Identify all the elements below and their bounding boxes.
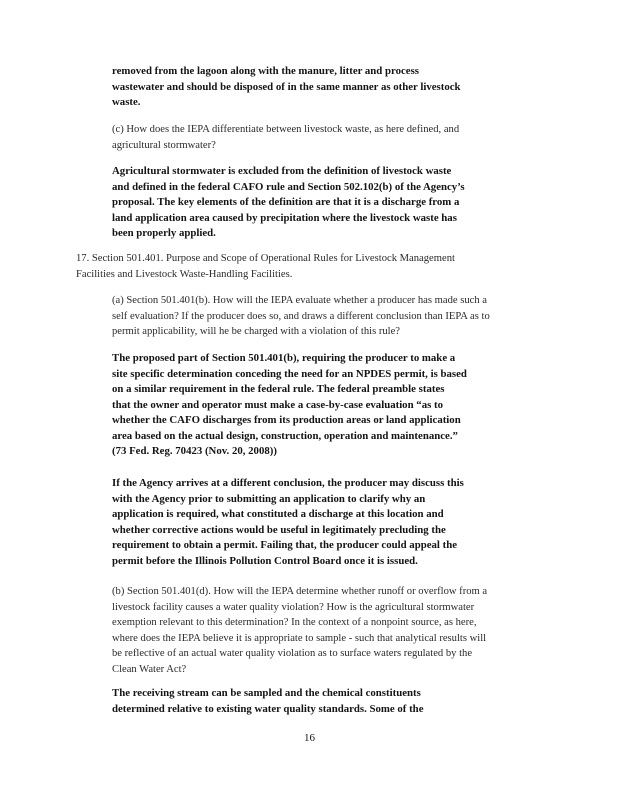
text-line: waste. xyxy=(112,96,141,108)
text-line: that the owner and operator must make a case-by-case evaluation “as to xyxy=(112,398,443,411)
text-line: (73 Fed. Reg. 70423 (Nov. 20, 2008)) xyxy=(112,445,277,457)
text-line: livestock facility causes a water quality violation? How is the agricultural stormwater xyxy=(112,601,475,613)
text-line: with the Agency prior to submitting an application to clarify why an xyxy=(112,492,426,505)
question-paragraph-b xyxy=(112,584,524,677)
text-line: self evaluation? If the producer does so, and draws a different conclusion than IEPA as to xyxy=(112,310,490,322)
text-line: The proposed part of Section 501.401(b), requiring the producer to make a xyxy=(112,352,456,364)
text-line: be reflective of an actual water quality violation as to surface waters regulated by the xyxy=(112,648,473,659)
text-line: If the Agency arrives at a different conclusion, the producer may discuss this xyxy=(112,477,464,489)
text-line: determined relative to existing water quality standards. Some of the xyxy=(112,702,424,715)
question-paragraph-c xyxy=(112,122,524,153)
text-line: Agricultural stormwater is excluded from the definition of livestock waste xyxy=(112,165,452,177)
answer-paragraph-agricultural-stormwater xyxy=(112,164,524,242)
text-line: land application area caused by precipitation where the livestock waste has xyxy=(112,211,457,224)
text-line: permit before the Illinois Pollution Control Board once it is issued. xyxy=(112,554,418,567)
text-line: proposal. The key elements of the definition are that it is a discharge from a xyxy=(112,196,460,208)
text-line: (b) Section 501.401(d). How will the IEPA determine whether runoff or overflow from a xyxy=(112,586,488,597)
text-line: application is required, what constituted a discharge at this location and xyxy=(112,508,444,520)
text-line: exemption relevant to this determination? In the context of a nonpoint source, as here, xyxy=(112,617,477,628)
text-line: whether the CAFO discharges from its production areas or land application xyxy=(112,414,461,426)
text-line: and defined in the federal CAFO rule and Section 502.102(b) of the Agency’s xyxy=(112,180,465,193)
text-line: 17. Section 501.401. Purpose and Scope of Operational Rules for Livestock Management xyxy=(76,253,455,264)
answer-paragraph-lagoon-waste xyxy=(112,64,524,111)
text-line: where does the IEPA believe it is appropriate to sample - such that analytical results will xyxy=(112,632,487,644)
answer-paragraph-receiving-stream xyxy=(112,686,524,717)
text-line: Facilities and Livestock Waste-Handling Facilities. xyxy=(76,268,293,280)
answer-paragraph-different-conclusion xyxy=(112,476,524,569)
page-number: 16 xyxy=(304,732,315,744)
text-line: agricultural stormwater? xyxy=(112,139,216,151)
text-line: whether corrective actions would be useful in legitimately precluding the xyxy=(112,523,446,536)
question-paragraph-a xyxy=(112,293,524,340)
text-line: site specific determination conceding the need for an NPDES permit, is based xyxy=(112,367,467,380)
text-line: area based on the actual design, construction, operation and maintenance.” xyxy=(112,429,458,442)
text-line: (a) Section 501.401(b). How will the IEPA evaluate whether a producer has made such a xyxy=(112,295,487,306)
text-line: on a similar requirement in the federal rule. The federal preamble states xyxy=(112,383,445,395)
answer-paragraph-site-specific-determination xyxy=(112,351,524,460)
text-line: permit applicability, will he be charged with a violation of this rule? xyxy=(112,326,401,337)
text-line: removed from the lagoon along with the manure, litter and process xyxy=(112,65,419,77)
text-line: wastewater and should be disposed of in the same manner as other livestock xyxy=(112,80,461,93)
section-heading-17 xyxy=(76,251,522,282)
text-line: requirement to obtain a permit. Failing that, the producer could appeal the xyxy=(112,539,457,551)
text-line: been properly applied. xyxy=(112,227,216,239)
text-line: (c) How does the IEPA differentiate between livestock waste, as here defined, and xyxy=(112,124,460,135)
text-line: Clean Water Act? xyxy=(112,663,187,675)
text-line: The receiving stream can be sampled and the chemical constituents xyxy=(112,687,421,699)
